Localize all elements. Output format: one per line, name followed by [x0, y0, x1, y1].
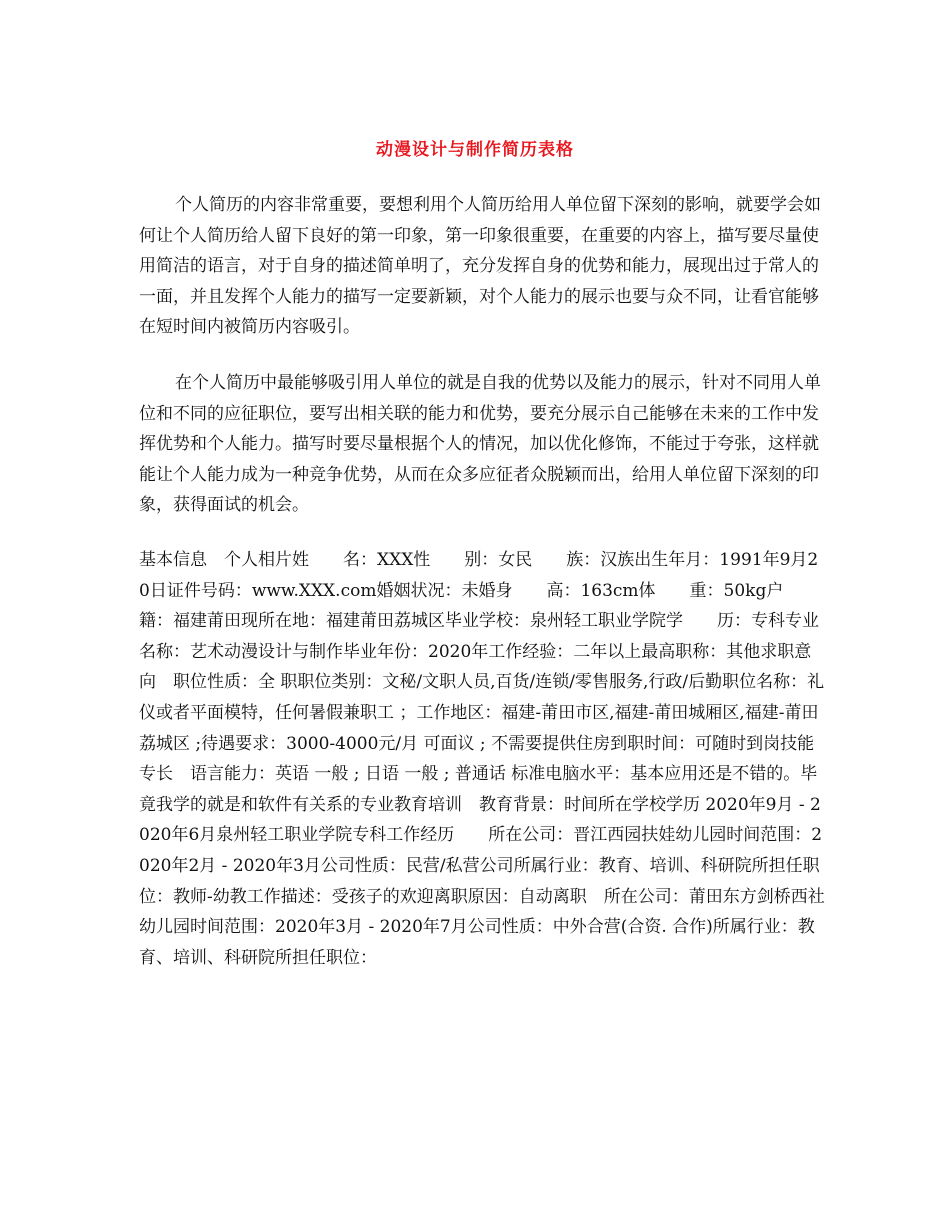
resume-details-paragraph: 基本信息 个人相片姓 名：XXX性 别：女民 族：汉族出生年月：1991年9月20日证件号码：www.XXX.com婚姻状况：未婚身 高：163cm体 重：50kg户 籍：福建莆田现所在地：福建莆田荔城区毕业学校：泉州轻工职业学院学 历：专科专业名称：艺术动漫设计与制作毕业年份：2020年工作经验：二年以上最高职称：其他求职意向 职位性质：全 职职位类别：文秘/文职人员,百货/连锁/零售服务,行政/后勤职位名称：礼仪或者平面模特，任何暑假兼职工 ；工作地区：福建-莆田市区,福建-莆田城厢区,福建-莆田荔城区 ;待遇要求：3000-4000元/月 可面议 ; 不需要提供住房到职时间：可随时到岗技能专长 语言能力：英语 一般 ; 日语 一般 ; 普通话 标准电脑水平：基本应用还是不错的。毕竟我学的就是和软件有关系的专业教育培训 教育背景：时间所在学校学历 2020年9月 - 2020年6月泉州轻工职业学院专科工作经历 所在公司：晋江西园扶娃幼儿园时间范围：2020年2月 - 2020年3月公司性质：民营/私营公司所属行业：教育、培训、科研院所担任职位：教师-幼教工作描述：受孩子的欢迎离职原因：自动离职 所在公司：莆田东方剑桥西社幼儿园时间范围：2020年3月 - 2020年7月公司性质：中外合营(合资. 合作)所属行业：教育、培训、科研院所担任职位：: [139, 550, 825, 968]
document-title: 动漫设计与制作简历表格: [376, 140, 574, 161]
advice-paragraph: 在个人简历中最能够吸引用人单位的就是自我的优势以及能力的展示，针对不同用人单位和不同的应征职位，要写出相关联的能力和优势，要充分展示自己能够在未来的工作中发挥优势和个人能力。描写时要尽量根据个人的情况，加以优化修饰，不能过于夸张，这样就能让个人能力成为一种竞争优势，从而在众多应征者众脱颖而出，给用人单位留下深刻的印象，获得面试的机会。: [139, 373, 821, 516]
intro-paragraph: 个人简历的内容非常重要，要想利用个人简历给用人单位留下深刻的影响，就要学会如何让个人简历给人留下良好的第一印象，第一印象很重要，在重要的内容上，描写要尽量使用简洁的语言，对于自身的描述简单明了，充分发挥自身的优势和能力，展现出过于常人的一面，并且发挥个人能力的描写一定要新颖，对个人能力的展示也要与众不同，让看官能够在短时间内被简历内容吸引。: [139, 195, 821, 338]
